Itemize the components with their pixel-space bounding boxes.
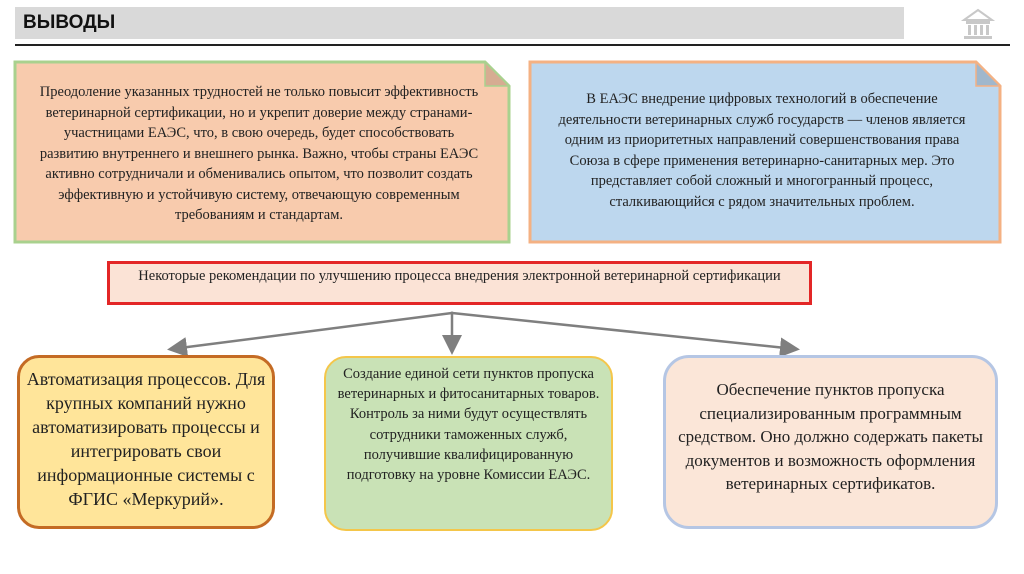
card-text: Автоматизация процессов. Для крупных компаний нужно автоматизировать процессы и интегрировать свои информационные системы с ФГИС «Меркурий». <box>26 369 266 509</box>
recommendation-card-automation <box>17 355 275 529</box>
card-text: Создание единой сети пунктов пропуска ветеринарных и фитосанитарных товаров. Контроль за ними будут осуществлять сотрудники таможенных служб, получившие квалифицированную подготовку на уровне Комиссии ЕАЭС. <box>337 366 600 484</box>
conclusion-right-text: В ЕАЭС внедрение цифровых технологий в обеспечение деятельности ветеринарных служб государств — членов является одним из приоритетных направлений совершенствования права Союза в сфере применения ветеринарно-санитарных мер. Это представляет собой сложный и многогранный процесс, сталкивающийся с рядом значительных проблем. <box>558 91 966 210</box>
banner-text: Некоторые рекомендации по улучшению процесса внедрения электронной ветеринарной сертификации <box>138 268 781 284</box>
connector-arrow-right <box>452 313 795 349</box>
recommendation-card-checkpoints-network <box>324 356 613 531</box>
recommendations-banner <box>107 261 812 305</box>
conclusion-box-right <box>530 62 1000 242</box>
conclusion-left-text: Преодоление указанных трудностей не только повысит эффективность ветеринарной сертификации, но и укрепит доверие между странами-участницами ЕАЭС, что, в свою очередь, будет способствовать развитию внутреннего и внешнего рынка. Важно, чтобы страны ЕАЭС активно сотрудничали и обменивались опытом, что позволит создать эффективную и устойчивую систему, отвечающую современным требованиям и стандартам. <box>39 84 479 223</box>
recommendation-card-software <box>663 355 998 529</box>
card-text: Обеспечение пунктов пропуска специализированным программным средством. Оно должно содержать пакеты документов и возможность оформления ветеринарных сертификатов. <box>678 380 983 493</box>
connector-arrow-left <box>172 313 452 349</box>
page-title: ВЫВОДЫ <box>23 12 116 33</box>
conclusion-box-left <box>15 62 509 242</box>
